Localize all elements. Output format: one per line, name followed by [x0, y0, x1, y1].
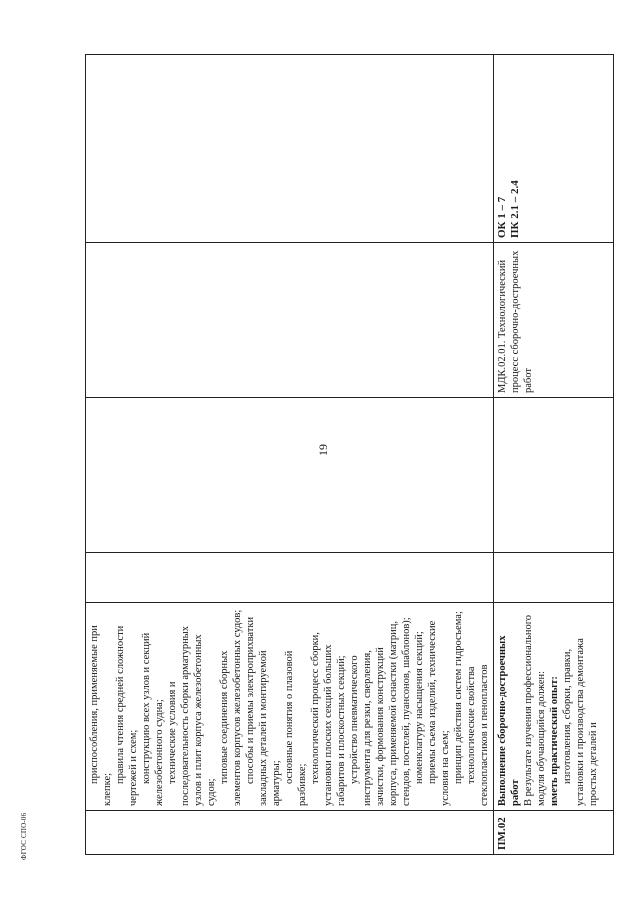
list-item: конструкцию всех узлов и секций железобетонного судна;: [141, 632, 165, 806]
professional-competence: ПК 2.1 – 2.4: [509, 180, 521, 238]
rotated-table-container: [85, 55, 599, 855]
practice-text: изготовления, сборки, правки, установки и производства демонтажа простых деталей и: [562, 638, 599, 806]
list-item: номенклатуру насыщения секций;: [414, 631, 425, 784]
mdk-cell: [86, 243, 494, 398]
list-item: основные понятия о плазовой разбивке;: [284, 650, 308, 806]
list-item: устройство пневматического инструмента для резки, сверления, зачистки, формования конструкций корпуса, применяемой оснастки (матриц, стендов, постелей, пуансонов, шаблонов);: [349, 617, 412, 806]
competence-cell: [494, 55, 614, 243]
module-code-cell: [86, 811, 494, 855]
hours-cell: [494, 553, 614, 603]
list-item: приспособления, применяемые при клепке;: [89, 625, 113, 806]
competence-cell: [86, 55, 494, 243]
empty-cell: [86, 398, 494, 553]
list-item: принцип действия систем гидросъема;: [453, 611, 464, 784]
module-title: Выполнение сборочно-достроечных работ: [497, 635, 521, 806]
list-item: типовые соединения сборных элементов корпусов железобетонных судов;: [219, 609, 243, 806]
mdk-cell: МДК.02.01. Технологический процесс сборочно-достроечных работ: [494, 243, 614, 398]
content-cell: [494, 603, 614, 811]
curriculum-table: [85, 54, 614, 855]
practice-subhead: иметь практический опыт:: [549, 676, 560, 806]
hours-cell: [86, 553, 494, 603]
list-item: технологический процесс сборки, установки плоских секций больших габаритов и плоскостных секций;: [310, 632, 347, 806]
table-row: [86, 55, 494, 855]
knowledge-list: [88, 607, 491, 806]
list-item: способы и приемы электроприхватки закладных деталей и монтируемой арматуры;: [245, 616, 282, 806]
empty-cell: [494, 398, 614, 553]
footer-standard-code: ФГОС СПО-06: [20, 812, 28, 860]
list-item: правила чтения средней сложности чертежей и схем;: [115, 625, 139, 806]
list-item: технические условия и последовательность сборки арматурных узлов и плит корпуса железобетонных судов;: [167, 626, 217, 806]
page-number: 19: [316, 444, 330, 456]
list-item: технологические свойства стеклопластиков и пенопластов: [466, 664, 490, 806]
module-intro: В результате изучения профессионального модуля обучающийся должен:: [523, 614, 547, 806]
table-row: [494, 55, 614, 855]
module-code-cell: ПМ.02: [494, 811, 614, 855]
general-competence: ОК 1 – 7: [496, 196, 508, 238]
list-item: приемы съема изделий, технические условия на съем;: [427, 620, 451, 806]
content-cell: [86, 603, 494, 811]
